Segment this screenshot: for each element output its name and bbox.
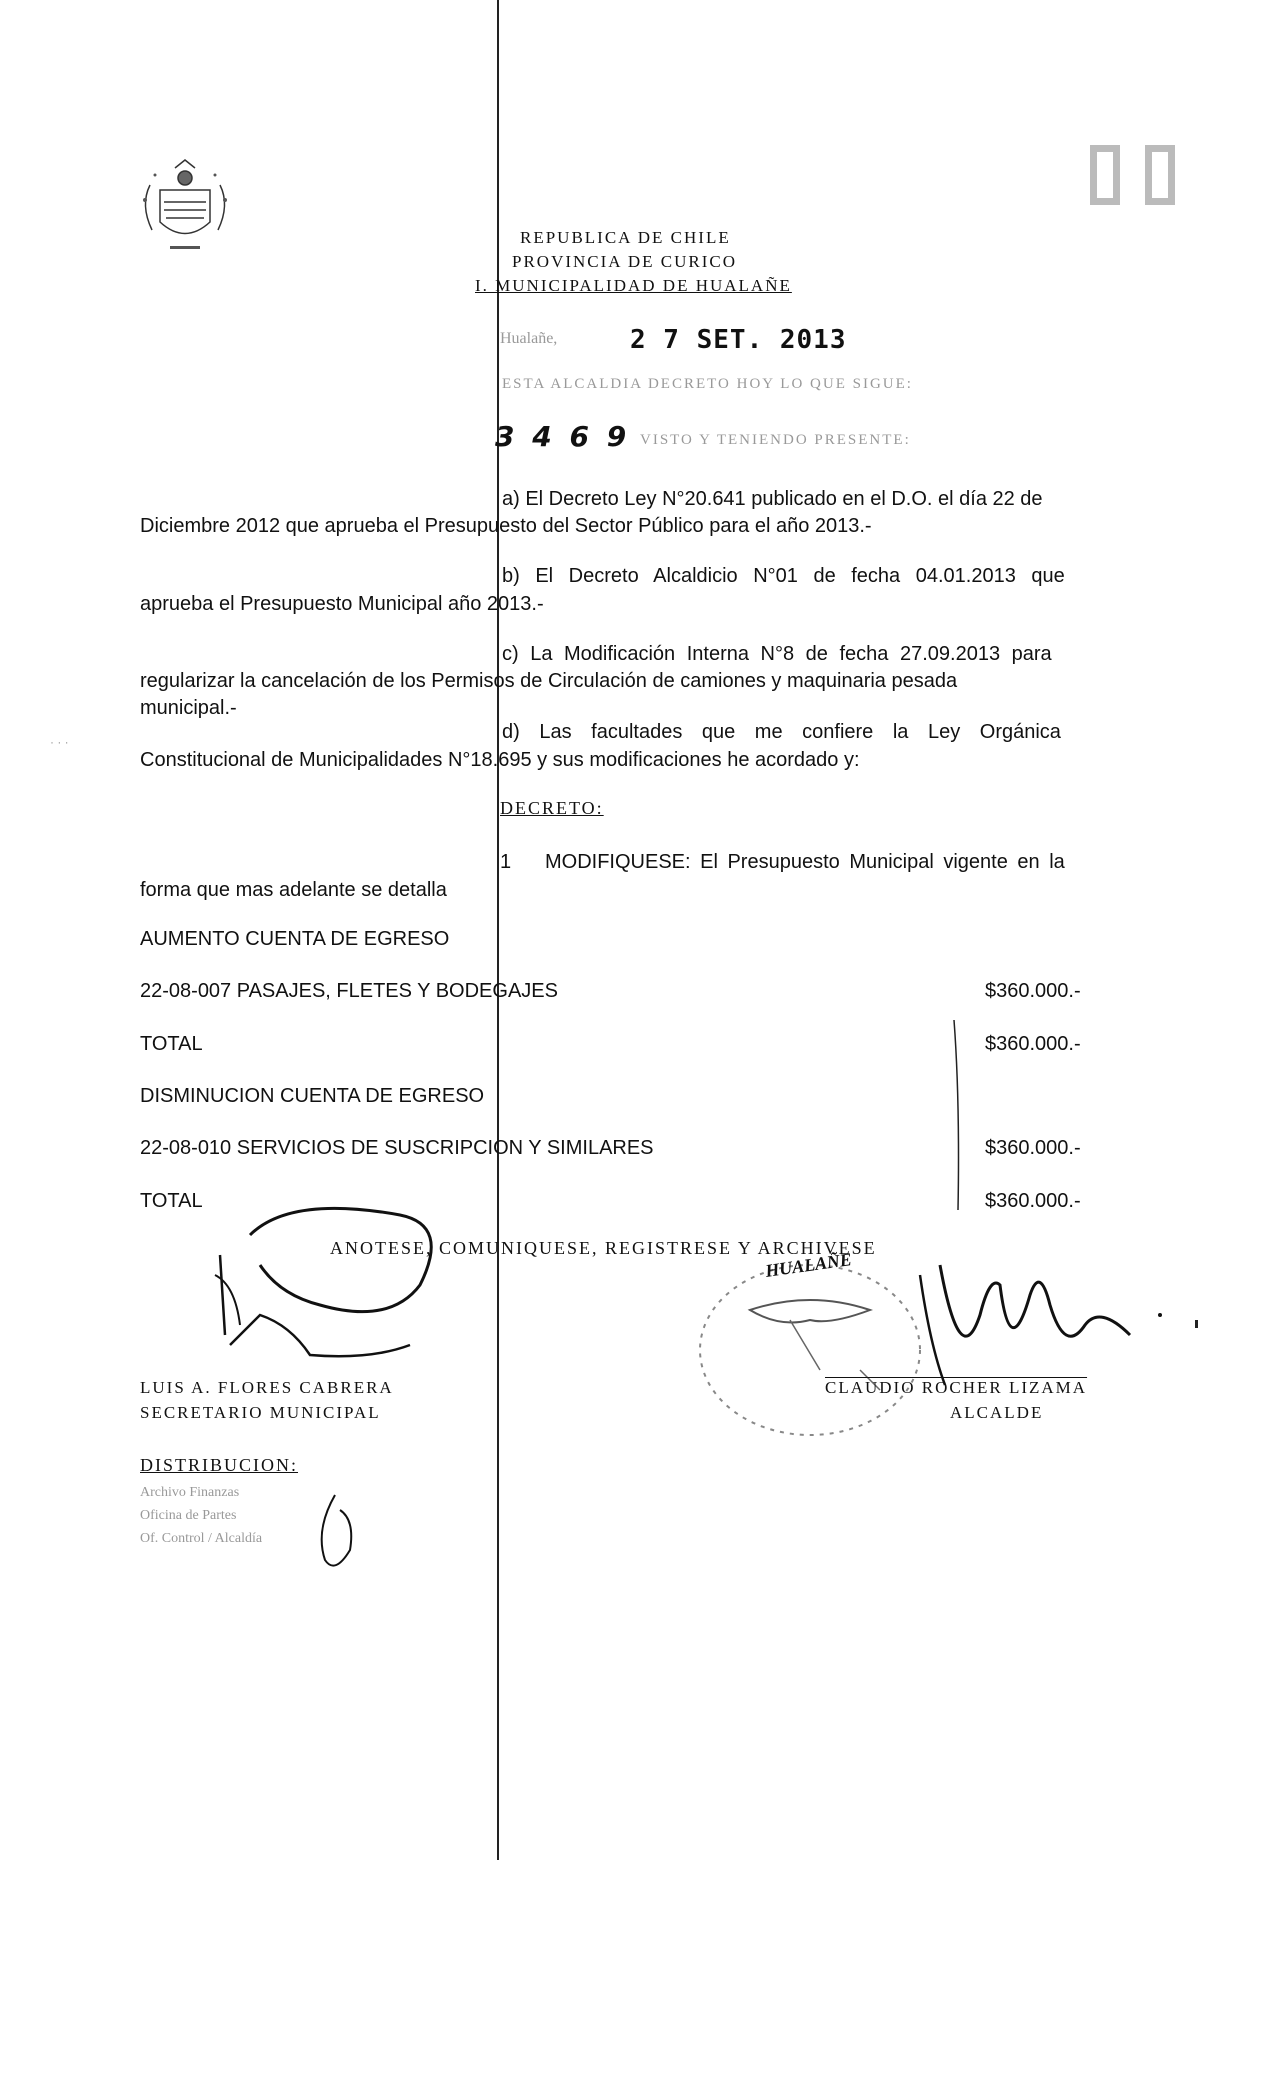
decree-date-stamp: 2 7 SET. 2013 [630,325,847,355]
distribution-title: DISTRIBUCION: [140,1455,299,1475]
archive-stamp-icon [1085,140,1195,220]
consideration-a-second: Diciembre 2012 que aprueba el Presupuesto del Sector Público para el año 2013.- [140,515,872,537]
scan-dots: · · · [50,735,69,749]
decreto-line2: forma que mas adelante se detalla [140,879,447,901]
decrease-total-label: TOTAL [140,1190,203,1212]
decrease-title: DISMINUCION CUENTA DE EGRESO [140,1085,485,1107]
distribution-item: Oficina de Partes [140,1508,237,1523]
closing-line: ANOTESE, COMUNIQUESE, REGISTRESE Y ARCHIVESE [330,1238,877,1258]
consideration-a-first: a) El Decreto Ley N°20.641 publicado en el D.O. el día 22 de [502,488,1043,510]
decreto-line1: MODIFIQUESE: El Presupuesto Municipal vigente en la [545,851,1065,873]
scan-mark [1195,1320,1198,1328]
distribution-item: Archivo Finanzas [140,1485,240,1500]
mayor-signature-icon [900,1225,1180,1395]
consideration-c-third: municipal.- [140,697,237,719]
consideration-c-second: regularizar la cancelación de los Permisos de Circulación de camiones y maquinaria pesada [140,670,958,692]
intro-line: ESTA ALCALDIA DECRETO HOY LO QUE SIGUE: [502,376,913,392]
consideration-b-first: b) El Decreto Alcaldicio N°01 de fecha 04.01.2013 que [502,565,1065,587]
initials-mark-icon [305,1490,365,1580]
mayor-title: ALCALDE [950,1403,1044,1422]
header-republica: REPUBLICA DE CHILE [520,228,731,247]
decreto-title: DECRETO: [500,798,604,818]
pen-stroke-mark [950,1020,970,1220]
consideration-d-first: d) Las facultades que me confiere la Ley Orgánica [502,721,1061,743]
municipal-seal-icon [680,1250,940,1450]
seal-text: HUALAÑE [763,1249,853,1281]
distribution-item: Of. Control / Alcaldía [140,1531,263,1546]
consideration-d-second: Constitucional de Municipalidades N°18.695 y sus modificaciones he acordado y: [140,749,860,771]
header-municipalidad: I. MUNICIPALIDAD DE HUALAÑE [475,276,792,295]
visto-line: VISTO Y TENIENDO PRESENTE: [640,432,911,448]
decrease-amount: $360.000.- [985,1137,1081,1159]
increase-item: 22-08-007 PASAJES, FLETES Y BODEGAJES [140,980,558,1002]
place-label: Hualañe, [500,330,558,347]
decrease-total: $360.000.- [985,1190,1081,1212]
increase-amount: $360.000.- [985,980,1081,1002]
decree-number: 3 4 6 9 [495,420,631,453]
consideration-c-first: c) La Modificación Interna N°8 de fecha 27.09.2013 para [502,643,1052,665]
increase-title: AUMENTO CUENTA DE EGRESO [140,928,450,950]
decrease-item: 22-08-010 SERVICIOS DE SUSCRIPCION Y SIMILARES [140,1137,654,1159]
increase-total: $360.000.- [985,1033,1081,1055]
secretary-name: LUIS A. FLORES CABRERA [140,1378,394,1397]
secretary-signature-icon [200,1195,500,1365]
decreto-article-number: 1 [500,851,512,873]
consideration-b-second: aprueba el Presupuesto Municipal año 2013.- [140,593,544,615]
header-provincia: PROVINCIA DE CURICO [512,252,738,271]
increase-total-label: TOTAL [140,1033,203,1055]
secretary-title: SECRETARIO MUNICIPAL [140,1403,381,1422]
mayor-name: CLAUDIO ROCHER LIZAMA [825,1378,1088,1397]
municipal-coat-of-arms-icon [130,150,240,260]
